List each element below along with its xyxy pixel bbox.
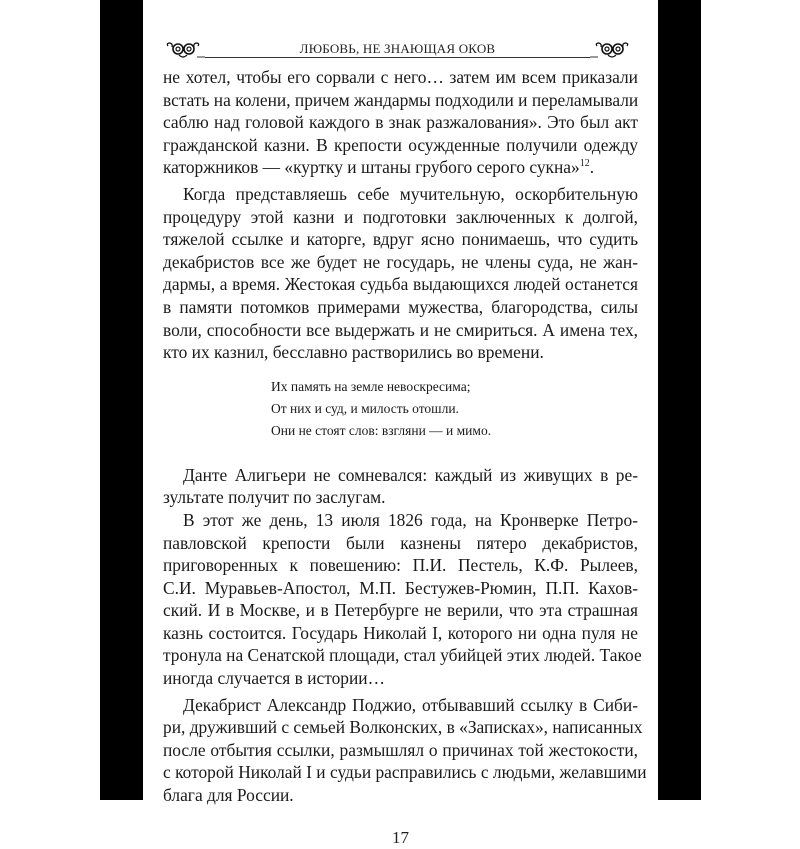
- text-line: гражданской казни. В крепости осужденные получили одежду: [163, 134, 638, 155]
- running-header: [165, 38, 630, 62]
- poem-line: Их память на земле невоскресима;: [271, 378, 471, 394]
- text-line: встать на колени, причем жандармы подходили и переламывали: [163, 89, 639, 110]
- scan-border-left: [100, 0, 143, 800]
- text-line: тяжелой ссылке и каторге, вдруг ясно понимаешь, что судить: [163, 229, 638, 250]
- paragraph: [163, 183, 638, 364]
- paragraph: [163, 464, 638, 509]
- book-page: [143, 0, 658, 847]
- text-line: иногда случается в истории…: [163, 668, 385, 689]
- text-line: декабристов все же будет не государь, не члены суда, не жан-: [163, 251, 638, 272]
- text-line: блага для России.: [163, 785, 294, 806]
- text-line: приговоренных к повешению: П.И. Пестель, К.Ф. Рылеев,: [163, 555, 638, 576]
- text-line: зультате получит по заслугам.: [163, 487, 386, 508]
- text-line: в памяти потомков примерами мужества, благородства, силы: [163, 296, 638, 317]
- running-title: ЛЮБОВЬ, НЕ ЗНАЮЩАЯ ОКОВ: [299, 41, 496, 56]
- poem-line: От них и суд, и милость отошли.: [271, 400, 459, 416]
- header-rule: [205, 57, 590, 58]
- text-line: тронула на Сенатской площади, стал убийцей этих людей. Такое: [163, 645, 642, 666]
- poem-quote: [271, 376, 638, 442]
- text-line: саблю над головой каждого в знак разжалования». Это был акт: [163, 112, 638, 133]
- text-line: ри, друживший с семьей Волконских, в «Записках», написанных: [163, 717, 643, 738]
- page-number: 17: [392, 827, 409, 847]
- scroll-ornament-icon: [590, 40, 630, 60]
- text-line: С.И. Муравьев-Апостол, М.П. Бестужев-Рюмин, П.П. Кахов-: [163, 577, 638, 598]
- paragraph: [163, 66, 638, 179]
- text-line: воли, способности все выдержать и не смириться. А имена тех,: [163, 319, 638, 340]
- text-line: Когда представляешь себе мучительную, оскорбительную: [183, 183, 638, 204]
- text-line: Данте Алигьери не сомневался: каждый из живущих в ре-: [183, 464, 638, 485]
- text-line: казнь состоится. Государь Николай I, которого ни одна пуля не: [163, 622, 638, 643]
- poem-line: Они не стоят слов: взгляни — и мимо.: [271, 422, 492, 438]
- text-line: кто их казнил, бесславно растворились во времени.: [163, 342, 544, 363]
- text-line: с которой Николай I и судьи расправились с людьми, желавшими: [163, 762, 647, 783]
- text-line: дармы, а время. Жестокая судьба выдающихся людей останется: [163, 274, 638, 295]
- text-line: В этот же день, 13 июля 1826 года, на Кронверке Петро-: [183, 509, 638, 530]
- text-line: процедуру этой казни и подготовки заключенных к долгой,: [163, 206, 638, 227]
- footnote-ref[interactable]: 12: [579, 158, 590, 170]
- text-line-content: каторжников — «куртку и штаны грубого серого сукна»: [163, 157, 580, 178]
- page-content: [163, 66, 647, 849]
- paragraph: [163, 694, 647, 807]
- text-line: [163, 156, 638, 179]
- paragraph: [163, 509, 642, 690]
- text-line: Декабрист Александр Поджио, отбывавший ссылку в Сиби-: [183, 694, 638, 715]
- scan-border-right: [658, 0, 701, 800]
- text-line-end: .: [589, 157, 595, 178]
- text-line: не хотел, чтобы его сорвали с него… затем им всем приказали: [163, 67, 638, 87]
- text-line: после отбытия ссылки, размышлял о причинах той жестокости,: [163, 739, 638, 760]
- body-text: [163, 66, 647, 807]
- text-line: ский. И в Москве, и в Петербурге не верили, что эта страшная: [163, 600, 638, 621]
- text-line: павловской крепости были казнены пятеро декабристов,: [163, 532, 638, 553]
